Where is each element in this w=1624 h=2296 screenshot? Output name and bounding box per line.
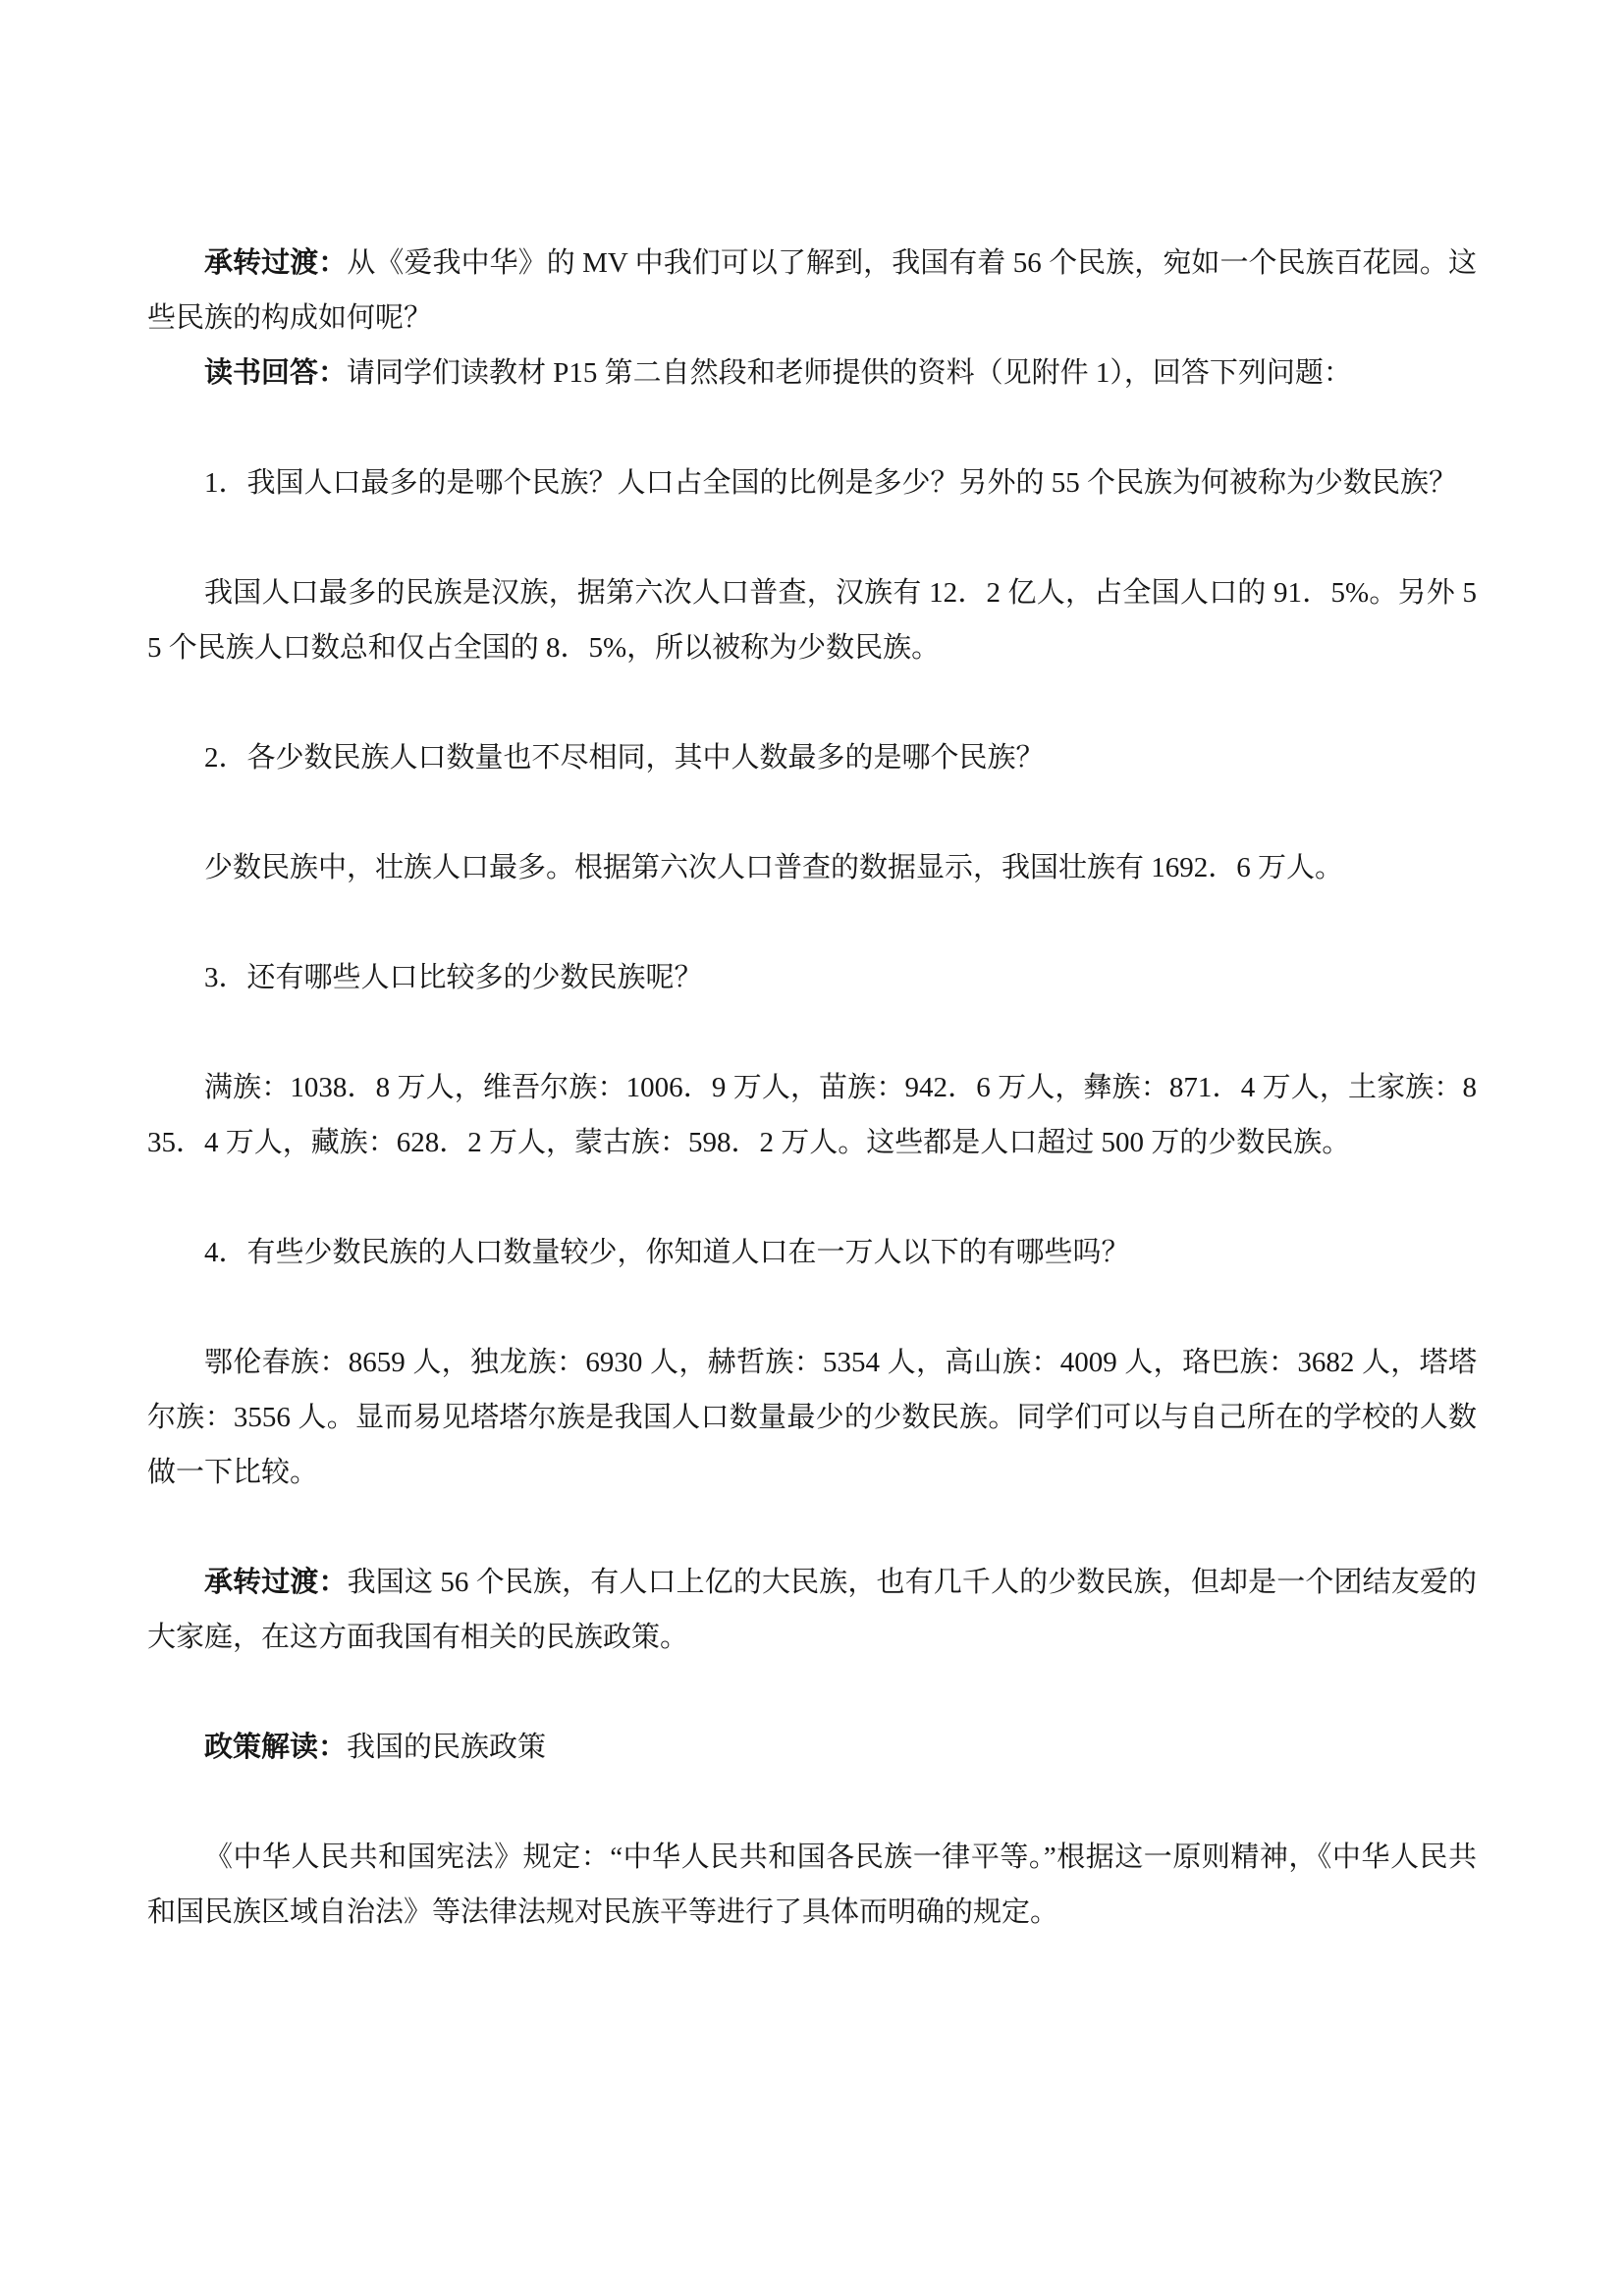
paragraph <box>147 565 1477 675</box>
paragraph-text: 鄂伦春族：8659 人，独龙族：6930 人，赫哲族：5354 人，高山族：4009 人，珞巴族：3682 人，塔塔尔族：3556 人。显而易见塔塔尔族是我国人口数量最少的少数民族。同学们可以与自己所在的学校的人数做一下比较。 <box>147 1347 1477 1488</box>
paragraph <box>147 950 1477 1005</box>
paragraph-lead: 承转过渡： <box>204 1567 348 1598</box>
paragraph-text: 从《爱我中华》的 MV 中我们可以了解到，我国有着 56 个民族，宛如一个民族百花园。这些民族的构成如何呢？ <box>147 247 1477 334</box>
paragraph-text: 我国这 56 个民族，有人口上亿的大民族，也有几千人的少数民族，但却是一个团结友爱的大家庭，在这方面我国有相关的民族政策。 <box>147 1567 1477 1653</box>
paragraph-text: 满族：1038．8 万人，维吾尔族：1006．9 万人，苗族：942．6 万人，彝族：871．4 万人，土家族：835．4 万人，藏族：628．2 万人，蒙古族：598．2 万人。这些都是人口超过 500 万的少数民族。 <box>147 1072 1477 1158</box>
paragraph-text: 请同学们读教材 P15 第二自然段和老师提供的资料（见附件 1），回答下列问题： <box>347 357 1352 389</box>
paragraph-text: 少数民族中，壮族人口最多。根据第六次人口普查的数据显示，我国壮族有 1692．6 万人。 <box>204 852 1344 883</box>
paragraph-lead: 政策解读： <box>204 1732 348 1763</box>
paragraph-text: 2．各少数民族人口数量也不尽相同，其中人数最多的是哪个民族？ <box>204 742 1045 774</box>
paragraph <box>147 730 1477 785</box>
paragraph-text: 我国的民族政策 <box>347 1732 547 1763</box>
paragraph <box>147 346 1477 400</box>
paragraph-text: 4．有些少数民族的人口数量较少，你知道人口在一万人以下的有哪些吗？ <box>204 1237 1130 1268</box>
paragraph <box>147 1060 1477 1170</box>
paragraph <box>147 455 1477 510</box>
paragraph-lead: 读书回答： <box>204 357 348 389</box>
paragraph-text: 我国人口最多的民族是汉族，据第六次人口普查，汉族有 12．2 亿人，占全国人口的 91．5%。另外 55 个民族人口数总和仅占全国的 8．5%，所以被称为少数民族。 <box>147 577 1477 664</box>
paragraph-text: 《中华人民共和国宪法》规定：“中华人民共和国各民族一律平等。”根据这一原则精神，《中华人民共和国民族区域自治法》等法律法规对民族平等进行了具体而明确的规定。 <box>147 1842 1477 1928</box>
paragraph <box>147 1830 1477 1940</box>
paragraph-lead: 承转过渡： <box>204 247 348 279</box>
paragraph-text: 3．还有哪些人口比较多的少数民族呢？ <box>204 962 703 993</box>
document-content <box>147 236 1477 1940</box>
paragraph <box>147 1555 1477 1665</box>
paragraph <box>147 1720 1477 1775</box>
paragraph <box>147 236 1477 346</box>
paragraph <box>147 1225 1477 1280</box>
paragraph-text: 1．我国人口最多的是哪个民族？人口占全国的比例是多少？另外的 55 个民族为何被称为少数民族？ <box>204 467 1458 499</box>
paragraph <box>147 1335 1477 1500</box>
paragraph <box>147 840 1477 895</box>
